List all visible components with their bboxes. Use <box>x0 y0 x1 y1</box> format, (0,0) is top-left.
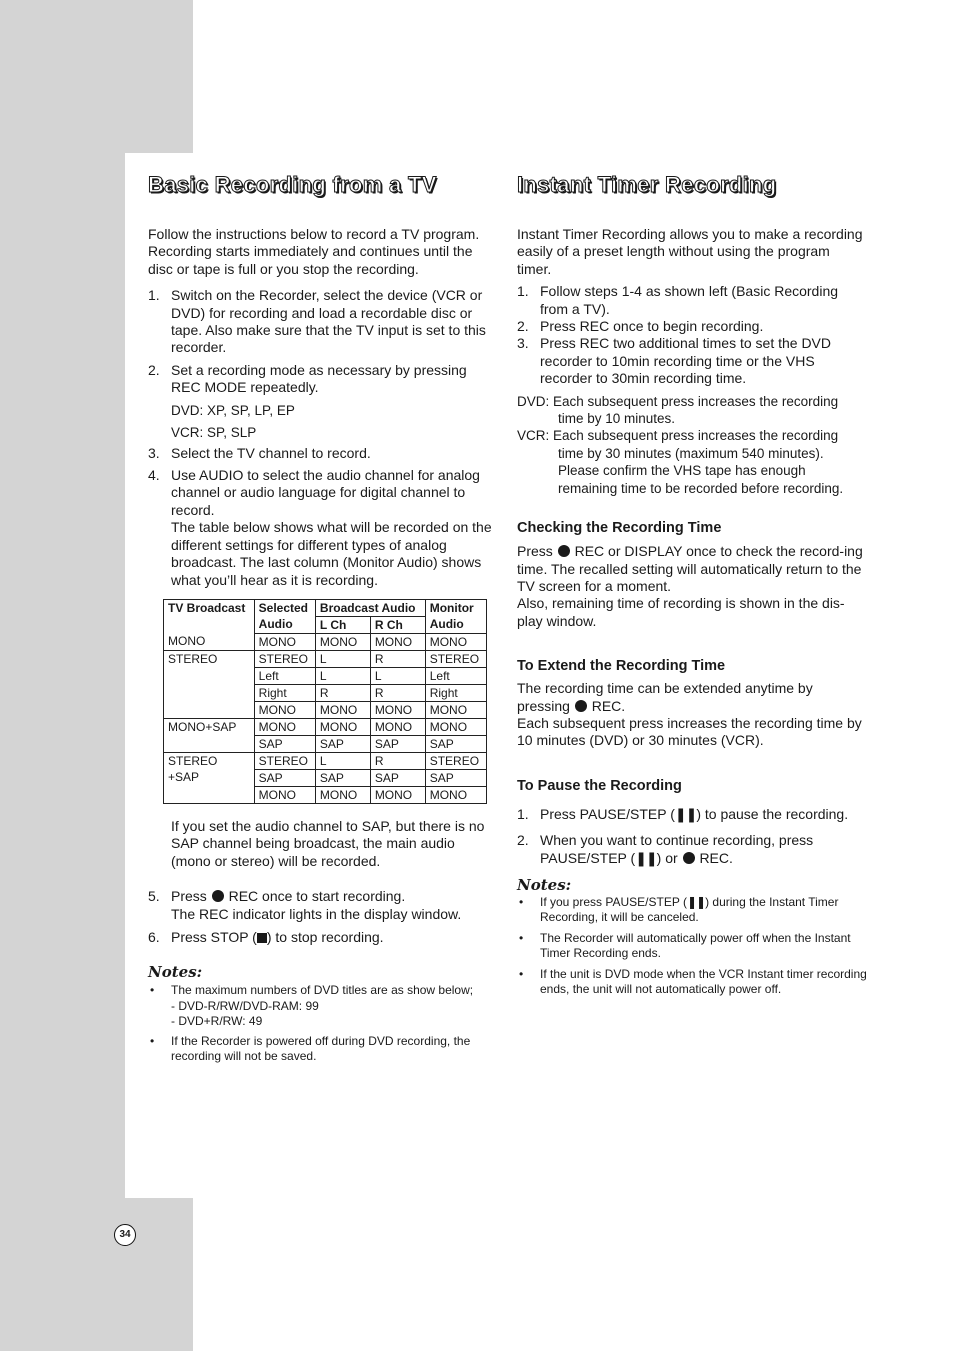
extend-time-text: The recording time can be extended anytime by pressing REC. Each subsequent press increases the recording time by 10 minutes (DVD) or 30 minutes (VCR). <box>517 680 862 749</box>
steps-list-final <box>148 888 496 946</box>
th-tv-broadcast: TV Broadcast <box>164 599 255 633</box>
section-title-instant-timer: Instant Timer Recording <box>517 172 777 197</box>
record-dot-icon <box>683 852 695 864</box>
notes-title-right: Notes: <box>517 875 572 894</box>
note-item: • If the unit is DVD mode when the VCR Instant timer recording ends, the unit will not automatically power off. <box>519 966 867 997</box>
th-r-ch: R Ch <box>370 616 425 633</box>
instant-step-2: 2. Press REC once to begin recording. <box>517 318 764 335</box>
pause-heading: To Pause the Recording <box>517 777 682 794</box>
th-broadcast-audio: Broadcast Audio <box>315 599 425 616</box>
th-selected-audio: Selected <box>254 599 315 616</box>
table-row: MONO MONO MONO MONO <box>164 701 487 718</box>
note-item: • The Recorder will automatically power off when the Instant Timer Recording ends. <box>519 930 851 961</box>
margin-band-left <box>0 153 125 1198</box>
steps-list <box>148 287 496 396</box>
sap-note: If you set the audio channel to SAP, but there is no SAP channel being broadcast, the main audio (mono or stereo) will be recorded. <box>171 817 485 869</box>
note-item: • The maximum numbers of DVD titles are as show below; - DVD-R/RW/DVD-RAM: 99 - DVD+R/RW: 49 <box>150 983 474 1029</box>
notes-list-left <box>148 983 496 1065</box>
stop-square-icon <box>257 933 267 943</box>
check-time-text: Press REC or DISPLAY once to check the record-ing time. The recalled setting will automatically return to the TV screen for a moment. Also, remaining time of recording is shown in the dis-play window. <box>517 543 863 629</box>
th-l-ch: L Ch <box>315 616 370 633</box>
left-column <box>148 170 496 1065</box>
intro-text-right: Instant Timer Recording allows you to make a recording easily of a preset length without using the program timer. <box>517 226 863 277</box>
section-title-basic-recording: Basic Recording from a TV <box>148 172 437 197</box>
notes-title-left: Notes: <box>148 963 203 982</box>
table-row: STEREO STEREO L R STEREO <box>164 650 487 667</box>
page-number: 34 <box>114 1224 136 1246</box>
table-row: MONO+SAP MONO MONO MONO MONO <box>164 718 487 735</box>
note-item: • If the Recorder is powered off during DVD recording, the recording will not be saved. <box>150 1033 471 1064</box>
check-time-heading: Checking the Recording Time <box>517 520 722 537</box>
intro-text: Follow the instructions below to record a TV program. Recording starts immediately and continues until the disc or tape is full or you stop the recording. <box>148 226 480 277</box>
pause-icon: ❚❚ <box>635 849 657 866</box>
dvd-note: DVD: Each subsequent press increases the recording time by 10 minutes. <box>517 393 839 427</box>
step-3: 3. Select the TV channel to record. <box>148 444 371 461</box>
notes-list-right <box>517 895 867 998</box>
step-5: 5. Press REC once to start recording. The REC indicator lights in the display window. <box>148 888 462 922</box>
audio-table <box>163 599 487 804</box>
margin-band-bottom <box>0 1198 193 1351</box>
table-row: SAP SAP SAP SAP <box>164 769 487 786</box>
vcr-note: VCR: Each subsequent press increases the recording time by 30 minutes (maximum 540 minutes). Please confirm the VHS tape has enough remaining time to be recorded before recording. <box>517 428 844 496</box>
record-dot-icon <box>212 890 224 902</box>
pause-steps-list <box>517 806 867 867</box>
table-row: SAP SAP SAP SAP <box>164 735 487 752</box>
margin-band-top <box>0 0 193 153</box>
pause-step-2: 2. When you want to continue recording, press PAUSE/STEP (❚❚) or REC. <box>517 832 814 866</box>
table-row: Left L L Left <box>164 667 487 684</box>
dvd-modes: DVD: XP, SP, LP, EP <box>171 402 295 418</box>
table-row: Right R R Right <box>164 684 487 701</box>
pause-icon: ❚❚ <box>674 805 697 822</box>
record-dot-icon <box>558 545 570 557</box>
instant-steps-list <box>517 283 867 387</box>
th-monitor-audio: Monitor <box>425 599 486 616</box>
step-2: 2. Set a recording mode as necessary by pressing REC MODE repeatedly. <box>148 361 467 396</box>
th-monitor-audio-2: Audio <box>425 616 486 633</box>
table-row: STEREO +SAP STEREO L R STEREO <box>164 752 487 769</box>
table-row: MONO MONO MONO MONO MONO <box>164 633 487 650</box>
record-dot-icon <box>575 700 587 712</box>
pause-step-1: 1. Press PAUSE/STEP (❚❚) to pause the recording. <box>517 805 849 822</box>
pause-icon: ❚❚ <box>686 894 706 909</box>
extend-time-heading: To Extend the Recording Time <box>517 658 726 675</box>
step-6: 6. Press STOP ( ) to stop recording. <box>148 928 384 945</box>
instant-step-1: 1. Follow steps 1-4 as shown left (Basic Recording from a TV). <box>517 283 839 317</box>
table-row: MONO MONO MONO MONO <box>164 786 487 803</box>
instant-step-3: 3. Press REC two additional times to set the DVD recorder to 10min recording time or the VHS recorder to 30min recording time. <box>517 335 832 387</box>
note-item: • If you press PAUSE/STEP (❚❚) during the Instant Timer Recording, it will be canceled. <box>519 894 839 925</box>
step-4: 4. Use AUDIO to select the audio channel for analog channel or audio language for digital channel to record. The table below shows what will be recorded on the different settings for different types of analog broadcast. The last column (Monitor Audio) shows what you’ll hear as it is recording. <box>148 467 492 588</box>
step-1: 1. Switch on the Recorder, select the device (VCR or DVD) for recording and load a recordable disc or tape. Also make sure that the TV input is set to this recorder. <box>148 287 486 356</box>
steps-list-cont <box>148 445 496 589</box>
th-selected-audio-2: Audio <box>254 616 315 633</box>
vcr-modes: VCR: SP, SLP <box>171 424 257 440</box>
right-column <box>517 170 867 998</box>
